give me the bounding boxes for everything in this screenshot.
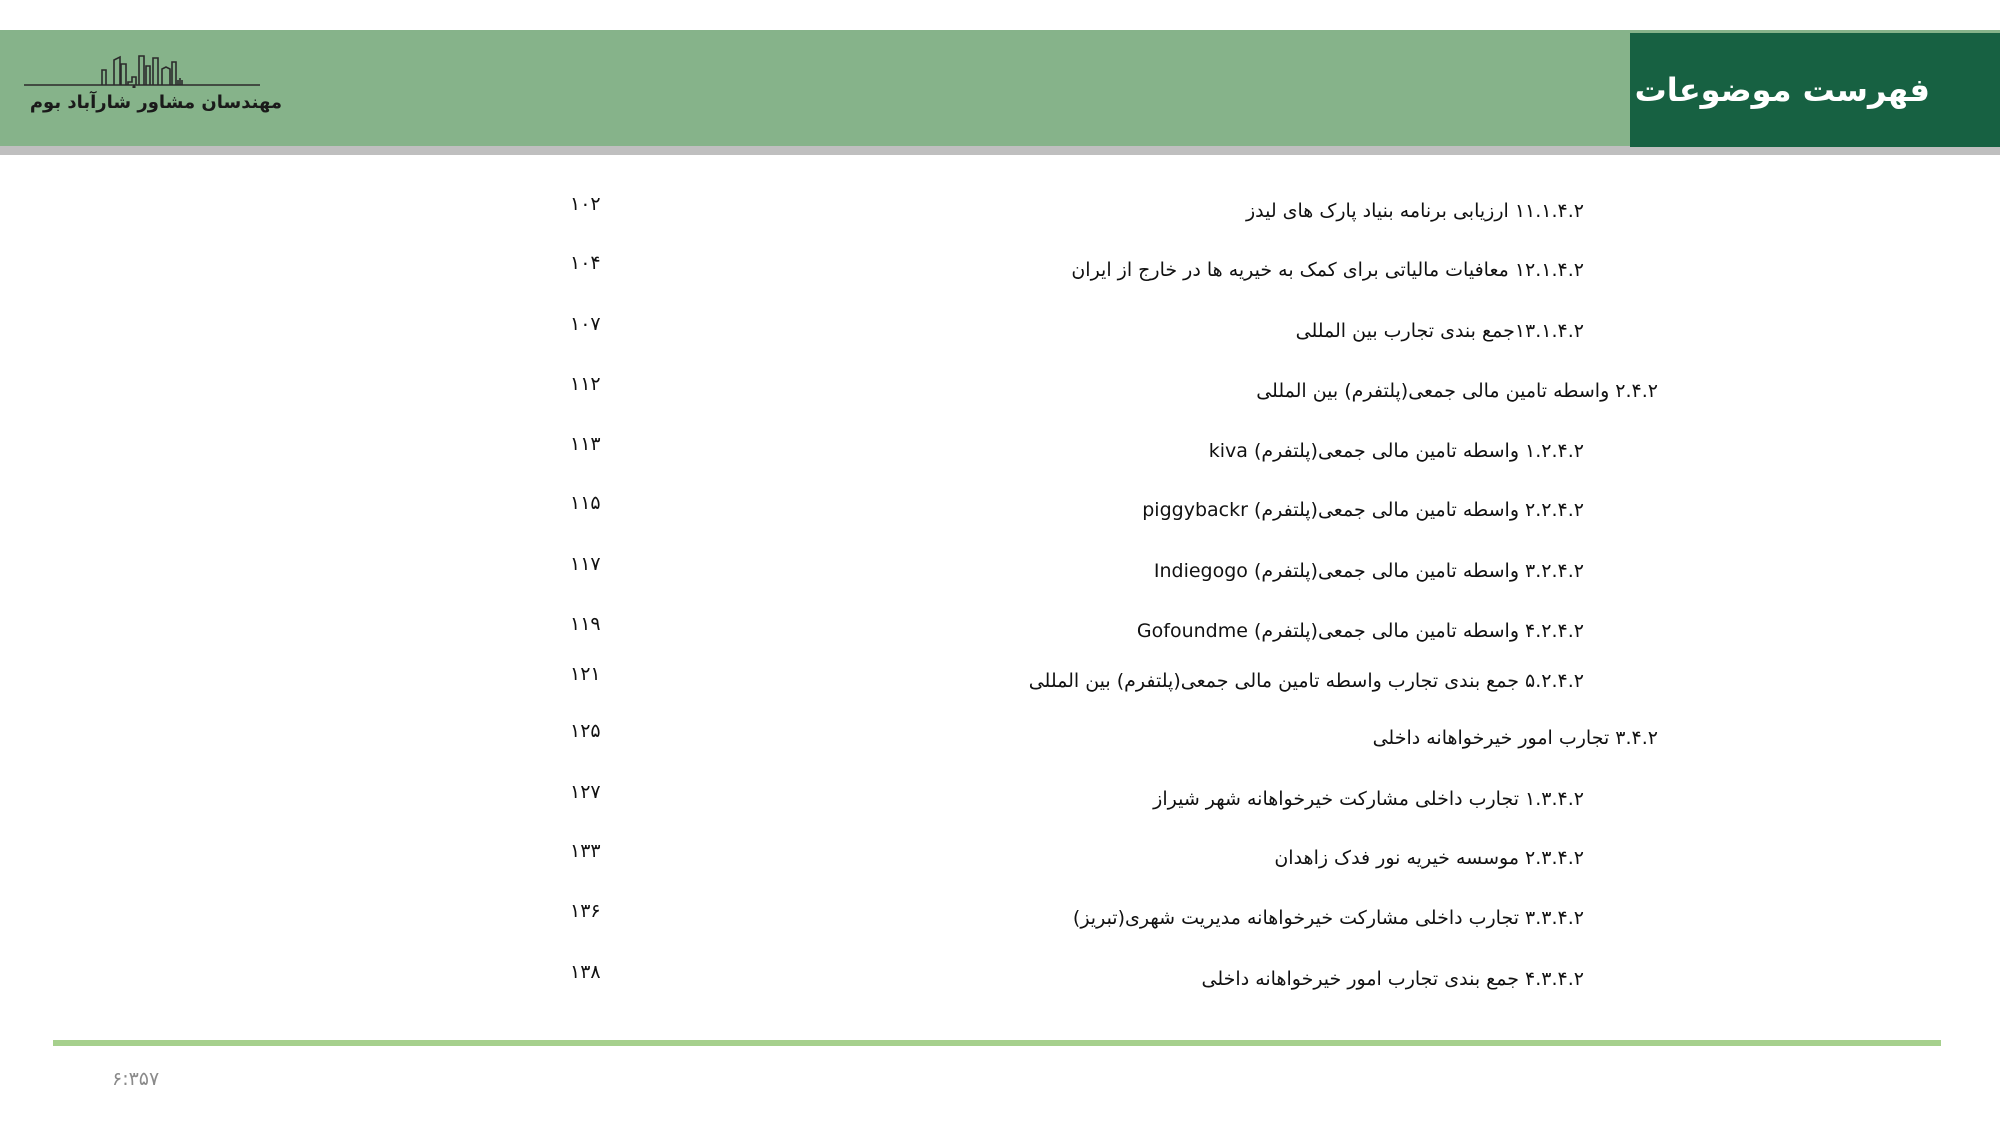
toc-entry-title: ۱۱.۱.۴.۲ ارزیابی برنامه بنیاد پارک های لیدز xyxy=(1245,200,1584,222)
toc-entry-title: ۴.۳.۴.۲ جمع بندی تجارب امور خیرخواهانه داخلی xyxy=(1201,968,1584,990)
toc-entry-title: ۲.۳.۴.۲ موسسه خیریه نور فدک زاهدان xyxy=(1274,847,1584,869)
toc-page-number: ۱۳۳ xyxy=(570,840,601,862)
toc-entry[interactable] xyxy=(0,961,2000,1008)
toc-entry[interactable] xyxy=(0,433,2000,480)
toc-entry-title: ۳.۳.۴.۲ تجارب داخلی مشارکت خیرخواهانه مدیریت شهری(تبریز) xyxy=(1072,907,1584,929)
company-name: مهندسان مشاور شارآباد بوم xyxy=(29,92,282,113)
toc-entry-title: ۱.۲.۴.۲ واسطه تامین مالی جمعی(پلتفرم) kiva xyxy=(1208,440,1584,462)
toc-entry[interactable] xyxy=(0,840,2000,887)
toc-page-number: ۱۱۷ xyxy=(570,553,601,575)
toc-page-number: ۱۲۷ xyxy=(570,781,601,803)
footer-note: ۶:۳۵۷ xyxy=(112,1068,160,1090)
toc-entry-title: ۲.۴.۲ واسطه تامین مالی جمعی(پلتفرم) بین المللی xyxy=(1256,380,1658,402)
toc-entry-title: ۳.۲.۴.۲ واسطه تامین مالی جمعی(پلتفرم) Indiegogo xyxy=(1153,560,1584,582)
toc-page-number: ۱۳۸ xyxy=(570,961,601,983)
toc-entry[interactable] xyxy=(0,553,2000,600)
toc-entry-title: ۱.۳.۴.۲ تجارب داخلی مشارکت خیرخواهانه شهر شیراز xyxy=(1153,788,1584,810)
toc-page-number: ۱۱۵ xyxy=(570,492,601,514)
toc-page-number: ۱۱۳ xyxy=(570,433,601,455)
toc-entry[interactable] xyxy=(0,313,2000,360)
toc-page-number: ۱۲۵ xyxy=(570,720,601,742)
toc-entry[interactable] xyxy=(0,720,2000,767)
toc-page-number: ۱۰۷ xyxy=(570,313,601,335)
toc-entry-title: ۲.۲.۴.۲ واسطه تامین مالی جمعی(پلتفرم) piggybackr xyxy=(1142,499,1584,521)
toc-entry-title: ۴.۲.۴.۲ واسطه تامین مالی جمعی(پلتفرم) Gofoundme xyxy=(1136,620,1584,642)
toc-entry[interactable] xyxy=(0,373,2000,420)
toc-page-number: ۱۱۲ xyxy=(570,373,601,395)
toc-page-number: ۱۰۴ xyxy=(570,252,601,274)
toc-entry[interactable] xyxy=(0,613,2000,660)
footer-rule xyxy=(53,1040,1941,1046)
toc-page-number: ۱۲۱ xyxy=(570,663,601,685)
page-title: فهرست موضوعات xyxy=(1634,71,1930,109)
toc-entry[interactable] xyxy=(0,193,2000,240)
toc-page-number: ۱۳۶ xyxy=(570,900,601,922)
toc-entry[interactable] xyxy=(0,781,2000,828)
toc-entry-title: ۱۲.۱.۴.۲ معافیات مالیاتی برای کمک به خیریه ها در خارج از ایران xyxy=(1071,259,1584,281)
toc-entry-title: ۱۳.۱.۴.۲جمع بندی تجارب بین المللی xyxy=(1295,320,1584,342)
toc-entry[interactable] xyxy=(0,492,2000,539)
toc-entry[interactable] xyxy=(0,252,2000,299)
toc-entry-title: ۳.۴.۲ تجارب امور خیرخواهانه داخلی xyxy=(1372,727,1658,749)
toc-entry-title: ۵.۲.۴.۲ جمع بندی تجارب واسطه تامین مالی جمعی(پلتفرم) بین المللی xyxy=(1028,670,1584,692)
toc-page-number: ۱۰۲ xyxy=(570,193,601,215)
toc-entry[interactable] xyxy=(0,663,2000,710)
toc-entry[interactable] xyxy=(0,900,2000,947)
toc-page-number: ۱۱۹ xyxy=(570,613,601,635)
